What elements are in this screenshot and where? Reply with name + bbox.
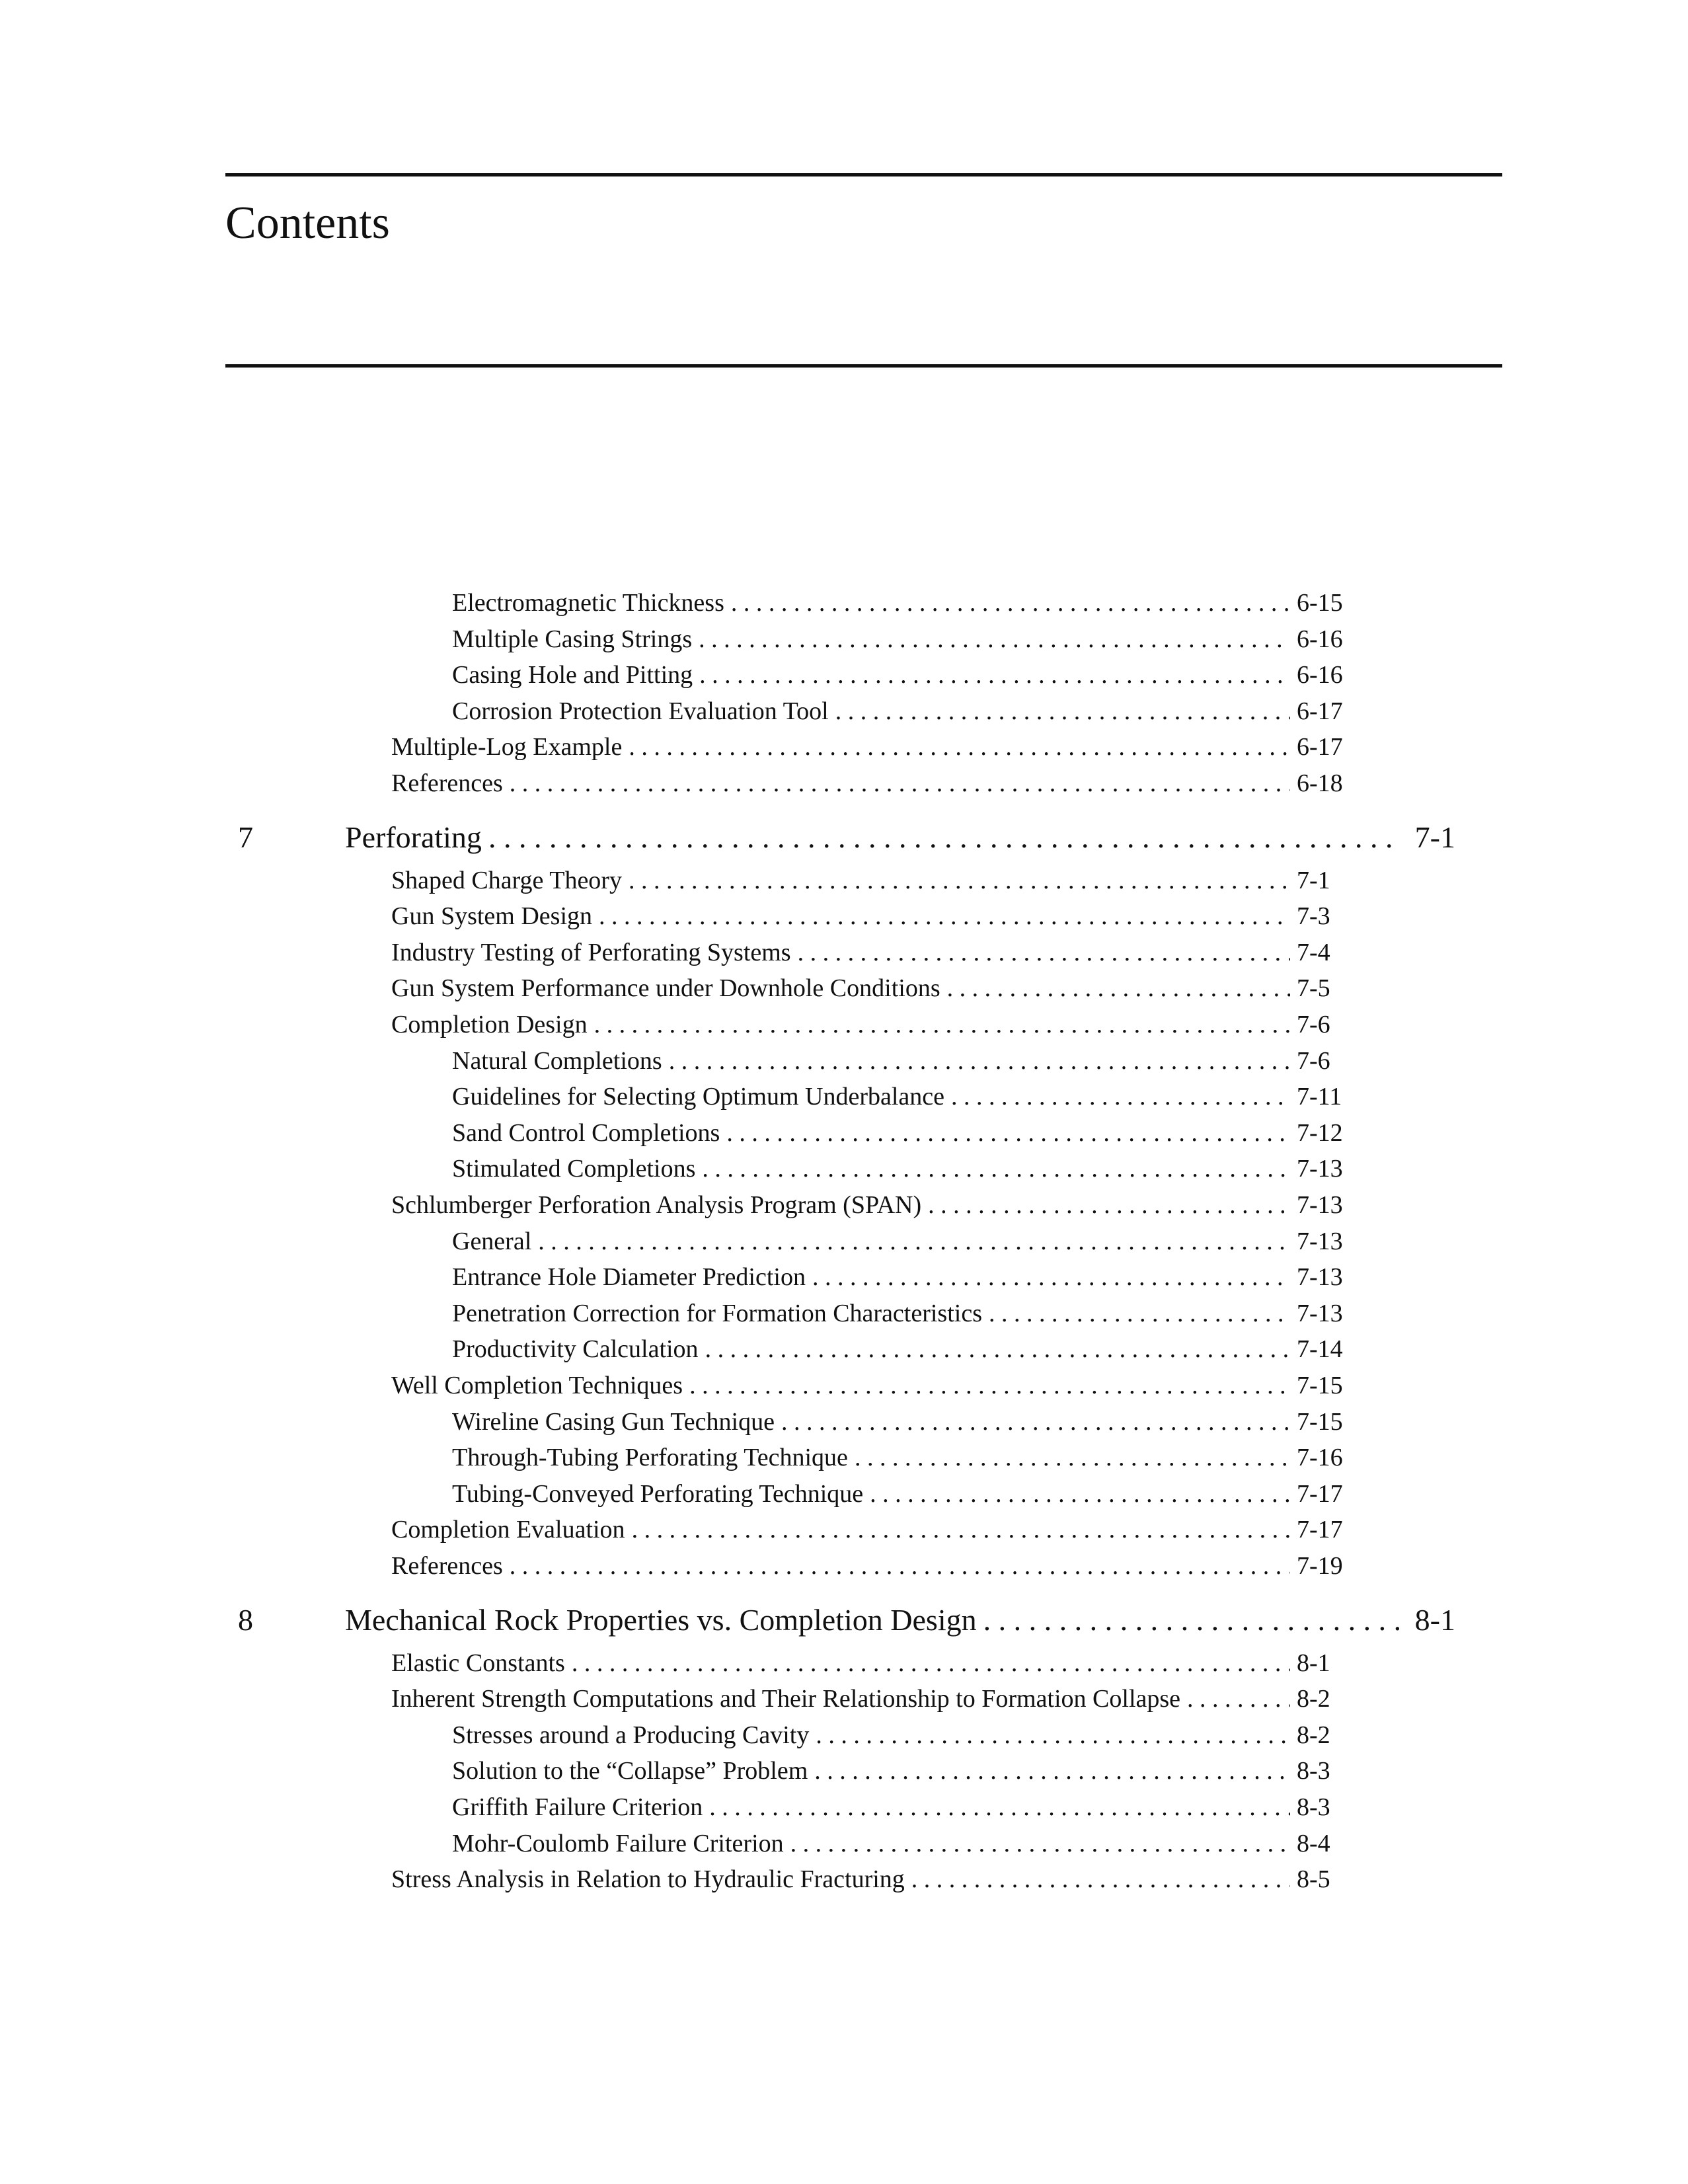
toc-entry[interactable] xyxy=(452,1404,1363,1440)
toc-entry-label: Mohr-Coulomb Failure Criterion xyxy=(452,1829,784,1857)
dot-leader xyxy=(572,1645,1290,1681)
dot-leader xyxy=(538,1224,1290,1259)
toc-entry-label: Through-Tubing Perforating Technique xyxy=(452,1444,848,1472)
dot-leader xyxy=(928,1187,1290,1223)
dot-leader xyxy=(951,1079,1290,1114)
toc-entry-page-number: 7-15 xyxy=(1297,1407,1343,1436)
toc-entry-page-number: 7-5 xyxy=(1297,974,1330,1003)
toc-entry-page-number: 8-4 xyxy=(1297,1829,1330,1857)
toc-entry-page-number: 7-1 xyxy=(1297,866,1330,894)
toc-entry[interactable] xyxy=(452,657,1363,693)
toc-entry[interactable] xyxy=(391,898,1363,934)
toc-entry-label: Completion Evaluation xyxy=(391,1516,625,1544)
toc-entry[interactable] xyxy=(452,1826,1363,1861)
toc-entry-label: Solution to the “Collapse” Problem xyxy=(452,1757,808,1785)
toc-entry-page-number: 8-2 xyxy=(1297,1685,1330,1713)
toc-entry[interactable] xyxy=(452,1259,1363,1295)
toc-entry-page-number: 7-4 xyxy=(1297,938,1330,966)
dot-leader xyxy=(781,1404,1290,1440)
chapter-heading[interactable] xyxy=(345,1600,1455,1640)
dot-leader xyxy=(870,1476,1290,1512)
toc-entry-page-number: 8-3 xyxy=(1297,1793,1330,1821)
toc-entry[interactable] xyxy=(452,1717,1363,1753)
toc-entry-page-number: 8-1 xyxy=(1297,1649,1330,1677)
toc-entry-page-number: 7-13 xyxy=(1297,1227,1343,1255)
dot-leader xyxy=(812,1259,1290,1295)
toc-entry-label: Inherent Strength Computations and Their Relationship to Formation Collapse xyxy=(391,1685,1181,1713)
toc-entry[interactable] xyxy=(452,585,1363,621)
toc-entry[interactable] xyxy=(391,1645,1363,1681)
toc-entry[interactable] xyxy=(391,1861,1363,1897)
dot-leader xyxy=(798,935,1290,970)
toc-entry-page-number: 7-13 xyxy=(1297,1299,1343,1327)
toc-entry-page-number: 7-17 xyxy=(1297,1516,1343,1544)
toc-entry-page-number: 7-12 xyxy=(1297,1118,1343,1147)
dot-leader xyxy=(989,1296,1290,1331)
dot-leader xyxy=(699,657,1290,693)
toc-entry[interactable] xyxy=(452,1331,1363,1367)
toc-entry-label: General xyxy=(452,1227,532,1255)
toc-entry-label: Entrance Hole Diameter Prediction xyxy=(452,1263,806,1292)
toc-entry-page-number: 7-19 xyxy=(1297,1552,1343,1580)
toc-entry[interactable] xyxy=(391,1187,1363,1223)
header-top-rule xyxy=(225,173,1502,176)
toc-entry-label: Shaped Charge Theory xyxy=(391,866,622,894)
toc-entry-label: Industry Testing of Perforating Systems xyxy=(391,938,791,966)
dot-leader xyxy=(510,1548,1290,1584)
dot-leader xyxy=(629,729,1290,765)
toc-entry-page-number: 8-3 xyxy=(1297,1757,1330,1785)
toc-entry-label: Guidelines for Selecting Optimum Underbalance xyxy=(452,1083,945,1111)
dot-leader xyxy=(669,1043,1290,1079)
toc-entry-label: Stresses around a Producing Cavity xyxy=(452,1721,810,1749)
toc-entry-page-number: 6-16 xyxy=(1297,625,1343,653)
dot-leader xyxy=(709,1789,1290,1825)
chapter-heading[interactable] xyxy=(345,818,1455,857)
toc-entry-label: Sand Control Completions xyxy=(452,1118,720,1147)
dot-leader xyxy=(731,585,1290,621)
dot-leader xyxy=(947,970,1290,1006)
toc-entry-page-number: 7-17 xyxy=(1297,1479,1343,1508)
dot-leader xyxy=(689,1368,1290,1403)
dot-leader xyxy=(599,898,1290,934)
toc-entry[interactable] xyxy=(391,935,1363,970)
toc-entry-label: Corrosion Protection Evaluation Tool xyxy=(452,697,829,725)
toc-entry[interactable] xyxy=(452,621,1363,657)
dot-leader xyxy=(594,1007,1290,1042)
toc-entry[interactable] xyxy=(452,1043,1363,1079)
toc-entry-label: Stimulated Completions xyxy=(452,1155,696,1183)
toc-entry-label: Schlumberger Perforation Analysis Program (SPAN) xyxy=(391,1191,922,1219)
toc-entry[interactable] xyxy=(391,1512,1363,1547)
dot-leader xyxy=(629,863,1290,898)
toc-entry[interactable] xyxy=(391,729,1363,765)
toc-entry-page-number: 6-17 xyxy=(1297,697,1343,725)
dot-leader xyxy=(632,1512,1290,1547)
toc-entry-label: Wireline Casing Gun Technique xyxy=(452,1407,775,1436)
dot-leader xyxy=(705,1331,1290,1367)
toc-entry-page-number: 6-15 xyxy=(1297,589,1343,617)
toc-entry-label: Well Completion Techniques xyxy=(391,1372,683,1399)
dot-leader xyxy=(790,1826,1290,1861)
toc-entry[interactable] xyxy=(452,1224,1363,1259)
chapter-page-number: 8-1 xyxy=(1414,1602,1455,1637)
dot-leader xyxy=(1187,1681,1290,1717)
toc-entry-label: Tubing-Conveyed Perforating Technique xyxy=(452,1479,864,1508)
chapter-title: Perforating xyxy=(345,820,482,854)
dot-leader xyxy=(855,1440,1290,1475)
toc-entry-label: Griffith Failure Criterion xyxy=(452,1793,703,1821)
toc-entry[interactable] xyxy=(452,1789,1363,1825)
toc-entry[interactable] xyxy=(452,1079,1363,1114)
toc-entry[interactable] xyxy=(391,1548,1363,1584)
toc-entry[interactable] xyxy=(452,1151,1363,1187)
dot-leader xyxy=(816,1717,1290,1753)
dot-leader xyxy=(983,1600,1402,1640)
toc-entry-page-number: 7-15 xyxy=(1297,1372,1343,1399)
toc-entry-label: Stress Analysis in Relation to Hydraulic Fracturing xyxy=(391,1865,905,1894)
toc-entry-label: Multiple-Log Example xyxy=(391,733,623,761)
toc-entry-label: Penetration Correction for Formation Characteristics xyxy=(452,1299,982,1327)
toc-entry-page-number: 7-11 xyxy=(1297,1083,1342,1111)
toc-entry-page-number: 7-6 xyxy=(1297,1011,1330,1038)
dot-leader xyxy=(814,1753,1290,1789)
dot-leader xyxy=(699,621,1290,657)
chapter-number: 8 xyxy=(238,1602,253,1637)
toc-entry-page-number: 8-5 xyxy=(1297,1865,1330,1894)
dot-leader xyxy=(911,1861,1290,1897)
toc-entry-page-number: 7-16 xyxy=(1297,1444,1343,1472)
header-bottom-rule xyxy=(225,364,1502,368)
toc-entry-page-number: 6-16 xyxy=(1297,661,1343,689)
toc-entry-page-number: 7-13 xyxy=(1297,1191,1343,1219)
dot-leader xyxy=(702,1151,1290,1187)
toc-entry-page-number: 8-2 xyxy=(1297,1721,1330,1749)
toc-entry[interactable] xyxy=(391,1368,1363,1403)
toc-entry[interactable] xyxy=(452,693,1363,729)
toc-entry-label: References xyxy=(391,769,503,797)
dot-leader xyxy=(488,818,1402,857)
toc-entry[interactable] xyxy=(391,1007,1363,1042)
toc-entry-label: Gun System Design xyxy=(391,902,592,931)
toc-entry-page-number: 7-14 xyxy=(1297,1335,1343,1364)
toc-entry-label: Elastic Constants xyxy=(391,1649,565,1677)
toc-entry-page-number: 7-13 xyxy=(1297,1155,1343,1183)
toc-entry-label: Electromagnetic Thickness xyxy=(452,589,724,617)
dot-leader xyxy=(835,693,1290,729)
toc-entry-label: Productivity Calculation xyxy=(452,1335,699,1364)
chapter-number: 7 xyxy=(238,820,253,854)
chapter-title: Mechanical Rock Properties vs. Completion Design xyxy=(345,1602,977,1637)
toc-entry-page-number: 7-6 xyxy=(1297,1046,1330,1075)
toc-entry-label: Multiple Casing Strings xyxy=(452,625,693,653)
toc-entry-page-number: 6-18 xyxy=(1297,769,1343,797)
toc-entry-label: Casing Hole and Pitting xyxy=(452,661,693,689)
toc-entry[interactable] xyxy=(391,863,1363,898)
toc-entry-page-number: 6-17 xyxy=(1297,733,1343,761)
toc-entry[interactable] xyxy=(391,1681,1363,1717)
chapter-page-number: 7-1 xyxy=(1414,820,1455,854)
toc-entry[interactable] xyxy=(452,1440,1363,1475)
toc-entry-label: Completion Design xyxy=(391,1011,588,1038)
toc-entry-page-number: 7-13 xyxy=(1297,1263,1343,1292)
toc-entry[interactable] xyxy=(452,1753,1363,1789)
toc-entry[interactable] xyxy=(391,765,1363,801)
toc-entry[interactable] xyxy=(452,1115,1363,1151)
dot-leader xyxy=(510,765,1290,801)
dot-leader xyxy=(726,1115,1290,1151)
toc-entry-label: Natural Completions xyxy=(452,1046,662,1075)
toc-entry-label: References xyxy=(391,1552,503,1580)
toc-entry[interactable] xyxy=(391,970,1363,1006)
toc-entry[interactable] xyxy=(452,1296,1363,1331)
toc-entry-page-number: 7-3 xyxy=(1297,902,1330,931)
toc-entry-label: Gun System Performance under Downhole Conditions xyxy=(391,974,940,1003)
page-title: Contents xyxy=(225,198,390,249)
toc-entry[interactable] xyxy=(452,1476,1363,1512)
